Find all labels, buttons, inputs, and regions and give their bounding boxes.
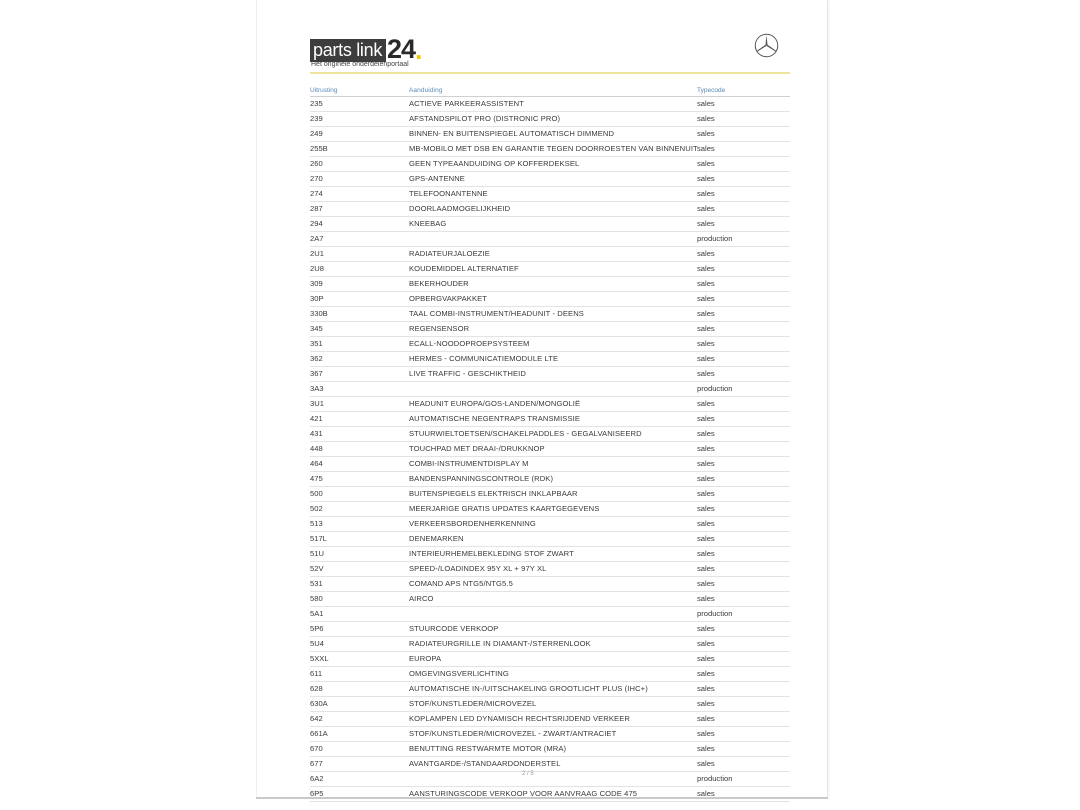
row-description: MB-MOBILO MET DSB EN GARANTIE TEGEN DOORROESTEN VAN BINNENUIT	[409, 144, 698, 153]
table-row	[310, 637, 790, 652]
table-row	[310, 487, 790, 502]
row-typecode: sales	[697, 534, 715, 543]
table-row	[310, 97, 790, 112]
table-row	[310, 742, 790, 757]
row-code: 580	[310, 594, 323, 603]
table-row	[310, 667, 790, 682]
row-description: HEADUNIT EUROPA/GOS-LANDEN/MONGOLIË	[409, 399, 581, 408]
table-row	[310, 502, 790, 517]
table-row	[310, 202, 790, 217]
row-code: 421	[310, 414, 323, 423]
table-row	[310, 217, 790, 232]
row-description: ECALL-NOODOPROEPSYSTEEM	[409, 339, 530, 348]
row-typecode: sales	[697, 369, 715, 378]
row-typecode: sales	[697, 129, 715, 138]
row-typecode: sales	[697, 789, 715, 798]
row-typecode: sales	[697, 744, 715, 753]
row-description: AUTOMATISCHE NEGENTRAPS TRANSMISSIE	[409, 414, 581, 423]
row-typecode: sales	[697, 144, 715, 153]
row-code: 531	[310, 579, 323, 588]
table-row	[310, 232, 790, 247]
row-typecode: sales	[697, 294, 715, 303]
equipment-table	[310, 86, 790, 802]
row-code: 2U8	[310, 264, 324, 273]
row-typecode: sales	[697, 579, 715, 588]
table-row	[310, 322, 790, 337]
table-row	[310, 112, 790, 127]
table-row	[310, 412, 790, 427]
table-row	[310, 652, 790, 667]
table-row	[310, 757, 790, 772]
table-row	[310, 457, 790, 472]
table-row	[310, 592, 790, 607]
row-description: STUURWIELTOETSEN/SCHAKELPADDLES - GEGALVANISEERD	[409, 429, 642, 438]
row-typecode: sales	[697, 504, 715, 513]
row-typecode: sales	[697, 354, 715, 363]
row-typecode: sales	[697, 729, 715, 738]
row-code: 513	[310, 519, 323, 528]
row-typecode: sales	[697, 549, 715, 558]
row-description: AFSTANDSPILOT PRO (DISTRONIC PRO)	[409, 114, 561, 123]
table-row	[310, 382, 790, 397]
row-typecode: sales	[697, 474, 715, 483]
row-description: AVANTGARDE-/STANDAARDONDERSTEL	[409, 759, 561, 768]
row-typecode: sales	[697, 654, 715, 663]
table-row	[310, 547, 790, 562]
row-code: 5A1	[310, 609, 324, 618]
row-description: KOUDEMIDDEL ALTERNATIEF	[409, 264, 519, 273]
table-row	[310, 307, 790, 322]
row-description: INTERIEURHEMELBEKLEDING STOF ZWART	[409, 549, 574, 558]
row-description: VERKEERSBORDENHERKENNING	[409, 519, 536, 528]
row-typecode: sales	[697, 159, 715, 168]
row-typecode: sales	[697, 624, 715, 633]
row-description: OMGEVINGSVERLICHTING	[409, 669, 509, 678]
row-code: 345	[310, 324, 323, 333]
table-row	[310, 712, 790, 727]
header-code: Uitrusting	[310, 87, 338, 94]
row-description: EUROPA	[409, 654, 442, 663]
logo-tagline: Het originele onderdelenportaal	[311, 61, 409, 68]
row-typecode: production	[697, 609, 733, 618]
row-code: 309	[310, 279, 323, 288]
row-code: 270	[310, 174, 323, 183]
row-code: 611	[310, 669, 323, 678]
row-typecode: production	[697, 774, 733, 783]
table-row	[310, 622, 790, 637]
table-row	[310, 727, 790, 742]
row-description: DENEMARKEN	[409, 534, 464, 543]
row-description: STOF/KUNSTLEDER/MICROVEZEL - ZWART/ANTRACIET	[409, 729, 617, 738]
row-description: TAAL COMBI-INSTRUMENT/HEADUNIT - DEENS	[409, 309, 584, 318]
row-code: 464	[310, 459, 323, 468]
row-description: AANSTURINGSCODE VERKOOP VOOR AANVRAAG CODE 475	[409, 789, 638, 798]
table-header	[310, 86, 790, 97]
row-code: 260	[310, 159, 323, 168]
row-typecode: sales	[697, 714, 715, 723]
row-description: REGENSENSOR	[409, 324, 470, 333]
row-code: 362	[310, 354, 323, 363]
table-row	[310, 277, 790, 292]
row-code: 235	[310, 99, 323, 108]
row-typecode: sales	[697, 249, 715, 258]
row-code: 330B	[310, 309, 328, 318]
header-description: Aanduiding	[409, 87, 443, 94]
table-row	[310, 352, 790, 367]
row-code: 502	[310, 504, 323, 513]
row-typecode: production	[697, 384, 733, 393]
row-code: 670	[310, 744, 323, 753]
row-code: 628	[310, 684, 323, 693]
table-row	[310, 607, 790, 622]
table-row	[310, 397, 790, 412]
row-code: 517L	[310, 534, 327, 543]
row-code: 500	[310, 489, 323, 498]
table-body	[310, 97, 790, 802]
row-description: DOORLAADMOGELIJKHEID	[409, 204, 511, 213]
row-typecode: sales	[697, 204, 715, 213]
row-code: 5U4	[310, 639, 324, 648]
row-code: 5P6	[310, 624, 324, 633]
row-description: BEKERHOUDER	[409, 279, 469, 288]
row-code: 431	[310, 429, 323, 438]
row-code: 52V	[310, 564, 324, 573]
row-code: 5XXL	[310, 654, 329, 663]
row-typecode: sales	[697, 669, 715, 678]
row-description: AUTOMATISCHE IN-/UITSCHAKELING GROOTLICHT PLUS (IHC+)	[409, 684, 648, 693]
row-typecode: sales	[697, 114, 715, 123]
table-row	[310, 442, 790, 457]
row-code: 294	[310, 219, 323, 228]
row-typecode: sales	[697, 639, 715, 648]
row-description: AIRCO	[409, 594, 434, 603]
row-typecode: sales	[697, 414, 715, 423]
row-description: BANDENSPANNINGSCONTROLE (RDK)	[409, 474, 554, 483]
row-description: LIVE TRAFFIC - GESCHIKTHEID	[409, 369, 526, 378]
row-description: STOF/KUNSTLEDER/MICROVEZEL	[409, 699, 537, 708]
table-row	[310, 292, 790, 307]
table-row	[310, 577, 790, 592]
row-typecode: sales	[697, 429, 715, 438]
row-description: STUURCODE VERKOOP	[409, 624, 499, 633]
row-typecode: sales	[697, 399, 715, 408]
row-description: MEERJARIGE GRATIS UPDATES KAARTGEGEVENS	[409, 504, 600, 513]
row-typecode: sales	[697, 339, 715, 348]
row-code: 475	[310, 474, 323, 483]
row-typecode: sales	[697, 594, 715, 603]
row-code: 642	[310, 714, 323, 723]
row-typecode: sales	[697, 279, 715, 288]
row-code: 6A2	[310, 774, 324, 783]
row-code: 677	[310, 759, 323, 768]
row-description: SPEED-/LOADINDEX 95Y XL + 97Y XL	[409, 564, 547, 573]
row-description: OPBERGVAKPAKKET	[409, 294, 488, 303]
row-typecode: sales	[697, 324, 715, 333]
row-description: GEEN TYPEAANDUIDING OP KOFFERDEKSEL	[409, 159, 580, 168]
row-code: 630A	[310, 699, 328, 708]
row-description: HERMES - COMMUNICATIEMODULE LTE	[409, 354, 559, 363]
row-description: KOPLAMPEN LED DYNAMISCH RECHTSRIJDEND VERKEER	[409, 714, 630, 723]
row-code: 661A	[310, 729, 328, 738]
table-row	[310, 772, 790, 787]
row-typecode: sales	[697, 564, 715, 573]
row-typecode: sales	[697, 99, 715, 108]
table-row	[310, 517, 790, 532]
row-typecode: sales	[697, 264, 715, 273]
row-typecode: sales	[697, 684, 715, 693]
row-typecode: sales	[697, 489, 715, 498]
row-description: COMAND APS NTG5/NTG5.5	[409, 579, 513, 588]
row-typecode: sales	[697, 759, 715, 768]
row-code: 3A3	[310, 384, 324, 393]
row-description: GPS-ANTENNE	[409, 174, 465, 183]
row-code: 2U1	[310, 249, 324, 258]
row-typecode: sales	[697, 444, 715, 453]
row-description: RADIATEURGRILLE IN DIAMANT-/STERRENLOOK	[409, 639, 591, 648]
table-row	[310, 532, 790, 547]
row-code: 351	[310, 339, 323, 348]
row-code: 3U1	[310, 399, 324, 408]
row-description: ACTIEVE PARKEERASSISTENT	[409, 99, 524, 108]
row-description: TOUCHPAD MET DRAAI-/DRUKKNOP	[409, 444, 545, 453]
row-typecode: sales	[697, 459, 715, 468]
row-typecode: sales	[697, 699, 715, 708]
table-row	[310, 142, 790, 157]
table-row	[310, 682, 790, 697]
row-code: 255B	[310, 144, 328, 153]
table-row	[310, 427, 790, 442]
logo-number: 24	[387, 34, 416, 64]
row-code: 287	[310, 204, 323, 213]
row-code: 448	[310, 444, 323, 453]
logo-text: parts link	[310, 39, 386, 62]
table-row	[310, 367, 790, 382]
row-typecode: sales	[697, 174, 715, 183]
table-row	[310, 787, 790, 802]
logo-dot: .	[415, 35, 423, 65]
row-description: BINNEN- EN BUITENSPIEGEL AUTOMATISCH DIMMEND	[409, 129, 615, 138]
table-row	[310, 337, 790, 352]
header-rule	[310, 72, 790, 74]
header-typecode: Typecode	[697, 87, 726, 94]
table-row	[310, 697, 790, 712]
table-row	[310, 472, 790, 487]
row-code: 239	[310, 114, 323, 123]
row-code: 249	[310, 129, 323, 138]
row-typecode: sales	[697, 309, 715, 318]
row-description: KNEEBAG	[409, 219, 447, 228]
row-description: TELEFOONANTENNE	[409, 189, 488, 198]
row-code: 367	[310, 369, 323, 378]
table-row	[310, 172, 790, 187]
page-number: 2 / 5	[522, 771, 534, 777]
row-description: RADIATEURJALOEZIE	[409, 249, 490, 258]
row-typecode: sales	[697, 189, 715, 198]
row-code: 30P	[310, 294, 324, 303]
table-row	[310, 127, 790, 142]
row-description: BENUTTING RESTWARMTE MOTOR (MRA)	[409, 744, 567, 753]
row-code: 274	[310, 189, 323, 198]
table-row	[310, 187, 790, 202]
table-row	[310, 247, 790, 262]
row-code: 2A7	[310, 234, 324, 243]
table-row	[310, 157, 790, 172]
row-code: 6P5	[310, 789, 324, 798]
row-description: BUITENSPIEGELS ELEKTRISCH INKLAPBAAR	[409, 489, 578, 498]
table-row	[310, 262, 790, 277]
row-typecode: production	[697, 234, 733, 243]
row-description: COMBI-INSTRUMENTDISPLAY M	[409, 459, 529, 468]
row-typecode: sales	[697, 519, 715, 528]
row-code: 51U	[310, 549, 324, 558]
row-typecode: sales	[697, 219, 715, 228]
table-row	[310, 562, 790, 577]
mercedes-star-icon	[754, 33, 779, 58]
